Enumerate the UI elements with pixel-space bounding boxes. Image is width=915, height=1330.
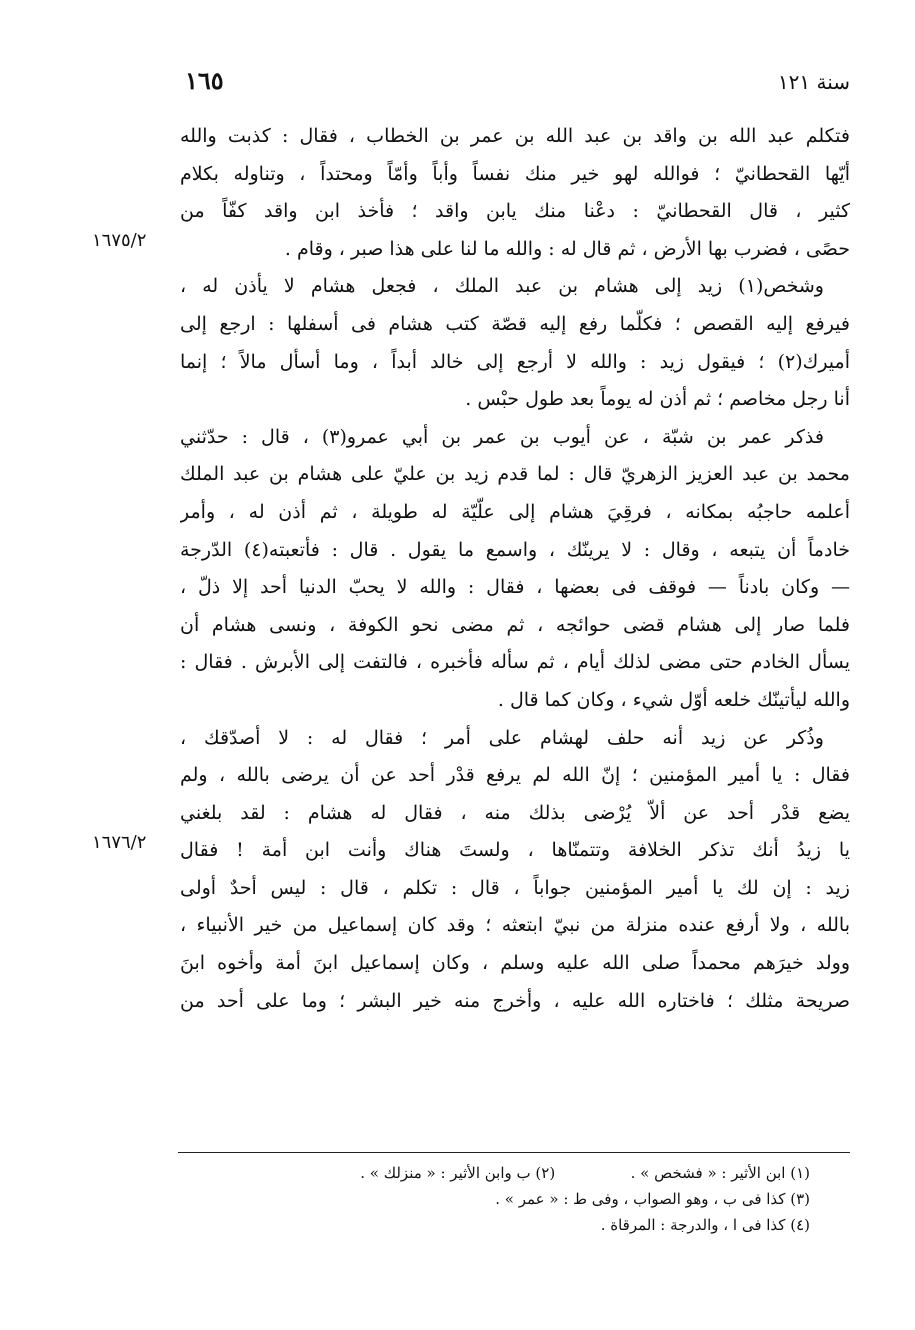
text-line: والله ليأتينّك خلعه أوّل شيء ، وكان كما قال . bbox=[497, 688, 850, 711]
text-line: فتكلم عبد الله بن واقد بن عبد الله بن عمر بن الخطاب ، فقال : كذبت والله bbox=[180, 125, 850, 147]
footnote-4: (٤) كذا فى ا ، والدرجة : المرقاة . bbox=[600, 1216, 810, 1234]
footnotes bbox=[180, 1160, 810, 1238]
page-header bbox=[185, 66, 850, 104]
text-line: محمد بن عبد العزيز الزهريّ قال : لما قدم زيد بن عليّ على هشام بن عبد الملك bbox=[180, 463, 850, 486]
text-line: يسأل الخادم حتى مضى لذلك أيام ، ثم سأله فأخبره ، فالتفت إلى الأبرش . فقال : bbox=[180, 651, 850, 674]
text-line: حصًى ، فضرب بها الأرض ، ثم قال له : والله ما لنا على هذا صبر ، وقام . bbox=[284, 237, 850, 260]
text-line: بالله ، ولا أرفع عنده منزلة من نبيّ ابتعثه ؛ وقد كان إسماعيل من خير الأنبياء ، bbox=[180, 914, 850, 937]
text-line: فلما صار إلى هشام قضى حوائجه ، ثم مضى نحو الكوفة ، ونسى هشام أن bbox=[180, 613, 850, 636]
text-line: وشخص(١) زيد إلى هشام بن عبد الملك ، فجعل هشام لا يأذن له ، bbox=[180, 275, 824, 298]
text-line: أيّها القحطانيّ ؛ فوالله لهو خير منك نفساً وأباً وأمّاً ومحتداً ، وتناوله بكلام bbox=[180, 162, 850, 185]
text-line: خادماً أن يتبعه ، وقال : لا يرينّك ، واسمع ما يقول . قال : فأتعبته(٤) الدّرجة bbox=[180, 538, 850, 561]
text-line: يا زيدُ أنك تذكر الخلافة وتتمنّاها ، ولستَ هناك وأنت ابن أمة ! فقال bbox=[180, 839, 850, 862]
text-line: فذكر عمر بن شبّة ، عن أيوب بن عمر بن أبي عمرو(٣) ، قال : حدّثني bbox=[180, 425, 824, 448]
text-line: يضع قدْر أحد عن ألاّ يُرْضى بذلك منه ، فقال له هشام : لقد بلغني bbox=[180, 801, 850, 824]
text-line: أعلمه حاجبُه بمكانه ، فرقِيَ هشام إلى علّيّة له طويلة ، ثم أذن له ، وأمر bbox=[180, 500, 850, 523]
text-line: وذُكر عن زيد أنه حلف لهشام على أمر ؛ فقال له : لا أصدّقك ، bbox=[180, 726, 824, 749]
text-line: زيد : إن لك يا أمير المؤمنين جواباً ، قال : تكلم ، قال : ليس أحدٌ أولى bbox=[180, 876, 850, 899]
footnote-1: (١) ابن الأثير : « فشخص » . bbox=[630, 1164, 810, 1182]
footnote-row bbox=[180, 1160, 810, 1186]
footnote-divider bbox=[178, 1152, 850, 1153]
margin-reference-1: ١٦٧٥/٢ bbox=[92, 230, 147, 251]
text-line: أنا رجل مخاصم ؛ ثم أذن له يوماً بعد طول حبْس . bbox=[465, 388, 850, 411]
text-line: فقال : يا أمير المؤمنين ؛ إنّ الله لم يرفع قدْر أحد عن أن يرضى بالله ، ولم bbox=[180, 764, 850, 787]
text-line: وولد خيرَهم محمداً صلى الله عليه وسلم ، وكان إسماعيل ابنَ أمة وأخوه ابنَ bbox=[180, 952, 850, 975]
text-line: فيرفع إليه القصص ؛ فكلّما رفع إليه قصّة كتب هشام فى أسفلها : ارجع إلى bbox=[180, 312, 850, 335]
text-line: أميرك(٢) ؛ فيقول زيد : والله لا أرجع إلى خالد أبداً ، وما أسأل مالاً ؛ إنما bbox=[180, 350, 850, 373]
text-line: صريحة مثلك ؛ فاختاره الله عليه ، وأخرج منه خير البشر ؛ وما على أحد من bbox=[180, 989, 850, 1012]
running-head-year: سنة ١٢١ bbox=[777, 70, 850, 94]
main-text bbox=[180, 118, 850, 1020]
text-line: — وكان بادناً — فوقف فى بعضها ، فقال : والله لا يحبّ الدنيا أحد إلا ذلّ ، bbox=[180, 576, 850, 599]
footnote-2: (٢) ب وابن الأثير : « منزلك » . bbox=[360, 1164, 556, 1182]
footnote-3: (٣) كذا فى ب ، وهو الصواب ، وفى ط : « عمر » . bbox=[495, 1190, 810, 1208]
text-line: كثير ، قال القحطانيّ : دعْنا منك يابن واقد ؛ فأخذ ابن واقد كفّاً من bbox=[180, 200, 850, 223]
margin-reference-2: ١٦٧٦/٢ bbox=[92, 832, 147, 853]
page-number: ١٦٥ bbox=[185, 66, 224, 95]
